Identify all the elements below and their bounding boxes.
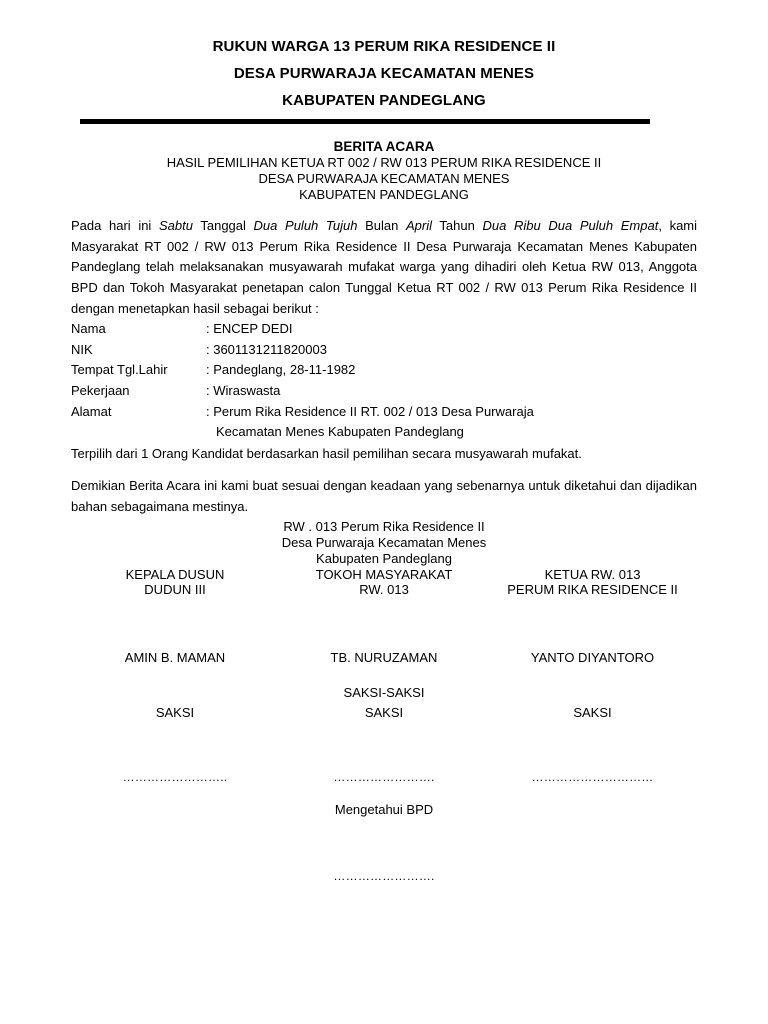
header-village: DESA PURWARAJA KECAMATAN MENES	[233, 65, 535, 82]
signatory-subtitle: PERUM RIKA RESIDENCE II	[507, 581, 678, 597]
intro-text: Bulan	[357, 218, 407, 233]
witness-label: SAKSI	[155, 705, 195, 720]
detail-value: : ENCEP DEDI	[206, 321, 293, 336]
header-org-name: RUKUN WARGA 13 PERUM RIKA RESIDENCE II	[212, 38, 556, 55]
detail-row	[71, 402, 697, 423]
document-title: BERITA ACARA	[333, 139, 435, 154]
document-subtitle-3: KABUPATEN PANDEGLANG	[299, 187, 469, 202]
intro-year: Dua Ribu Dua Puluh Empat	[482, 218, 659, 233]
intro-month: April	[406, 218, 433, 233]
bpd-signature-line: …………………….	[333, 869, 435, 883]
bpd-acknowledgement: Mengetahui BPD	[334, 802, 434, 817]
witness-signature-line: …………………………	[531, 770, 654, 784]
witness-label: SAKSI	[573, 705, 612, 720]
signatory-village-head	[90, 568, 260, 597]
detail-label: Alamat	[71, 403, 112, 419]
detail-value: : 3601131211820003	[206, 341, 327, 357]
closing-paragraph: Demikian Berita Acara ini kami buat sesuai dengan keadaan yang sebenarnya untuk diketahui dan dijadikan bahan sebagaimana mestinya.	[71, 478, 697, 514]
witnesses-heading: SAKSI-SAKSI	[343, 685, 425, 700]
signatory-subtitle: RW. 013	[359, 581, 409, 597]
detail-value: : Wiraswasta	[206, 383, 281, 399]
detail-label: Nama	[71, 321, 106, 336]
witness-signature-line: …………………….	[333, 770, 435, 784]
place-line-2: Desa Purwaraja Kecamatan Menes	[281, 535, 487, 550]
witness-label: SAKSI	[364, 705, 404, 720]
signatory-title: TOKOH MASYARAKAT	[315, 567, 453, 582]
address-continuation: Kecamatan Menes Kabupaten Pandeglang	[216, 424, 464, 440]
witness-signature-line: ……………………..	[122, 770, 228, 784]
detail-label: NIK	[71, 341, 93, 357]
intro-text: Tahun	[432, 218, 483, 233]
intro-paragraph	[71, 216, 697, 320]
signatory-rw-head	[500, 568, 685, 597]
signatory-title: KETUA RW. 013	[544, 567, 641, 582]
detail-value: : Perum Rika Residence II RT. 002 / 013 Desa Purwaraja	[206, 403, 534, 419]
detail-label: Tempat Tgl.Lahir	[71, 362, 168, 378]
signatory-community-figure	[299, 568, 469, 597]
intro-date: Dua Puluh Tujuh	[253, 218, 358, 233]
candidate-details	[71, 319, 697, 443]
intro-day: Sabtu	[158, 218, 193, 233]
signatory-subtitle: DUDUN III	[144, 581, 206, 597]
signatory-title: KEPALA DUSUN	[125, 567, 225, 582]
signatory-name: YANTO DIYANTORO	[530, 650, 655, 665]
header-regency: KABUPATEN PANDEGLANG	[282, 92, 486, 109]
signatory-name: TB. NURUZAMAN	[330, 650, 438, 665]
document-subtitle-2: DESA PURWARAJA KECAMATAN MENES	[258, 171, 510, 186]
place-block	[0, 519, 768, 567]
detail-row	[71, 340, 697, 361]
intro-text: Pada hari ini	[71, 218, 159, 233]
intro-text: Tanggal	[192, 218, 254, 233]
signatory-name: AMIN B. MAMAN	[124, 650, 226, 665]
place-line-3: Kabupaten Pandeglang	[316, 551, 452, 566]
intro-text: , kami Masyarakat RT 002 / RW 013 Perum Rika Residence II Desa Purwaraja Kecamatan Menes Kabupaten Pandeglang telah melaksanakan musyawarah mufakat warga yang dihadiri oleh Ketua RW 013, Anggota BPD dan Tokoh Masyarakat penetapan calon Tunggal Ketua RT 002 / RW 013 Perum Rika Residence II dengan menetapkan hasil sebagai berikut :	[71, 218, 698, 316]
detail-label: Pekerjaan	[71, 383, 130, 399]
detail-row	[71, 381, 697, 402]
detail-row	[71, 360, 697, 381]
place-line-1: RW . 013 Perum Rika Residence II	[283, 519, 485, 534]
detail-value: : Pandeglang, 28-11-1982	[206, 362, 356, 378]
header-divider	[80, 119, 650, 124]
document-subtitle-1: HASIL PEMILIHAN KETUA RT 002 / RW 013 PERUM RIKA RESIDENCE II	[166, 155, 602, 170]
elected-statement: Terpilih dari 1 Orang Kandidat berdasarkan hasil pemilihan secara musyawarah mufakat.	[71, 446, 582, 461]
detail-row	[71, 319, 697, 340]
